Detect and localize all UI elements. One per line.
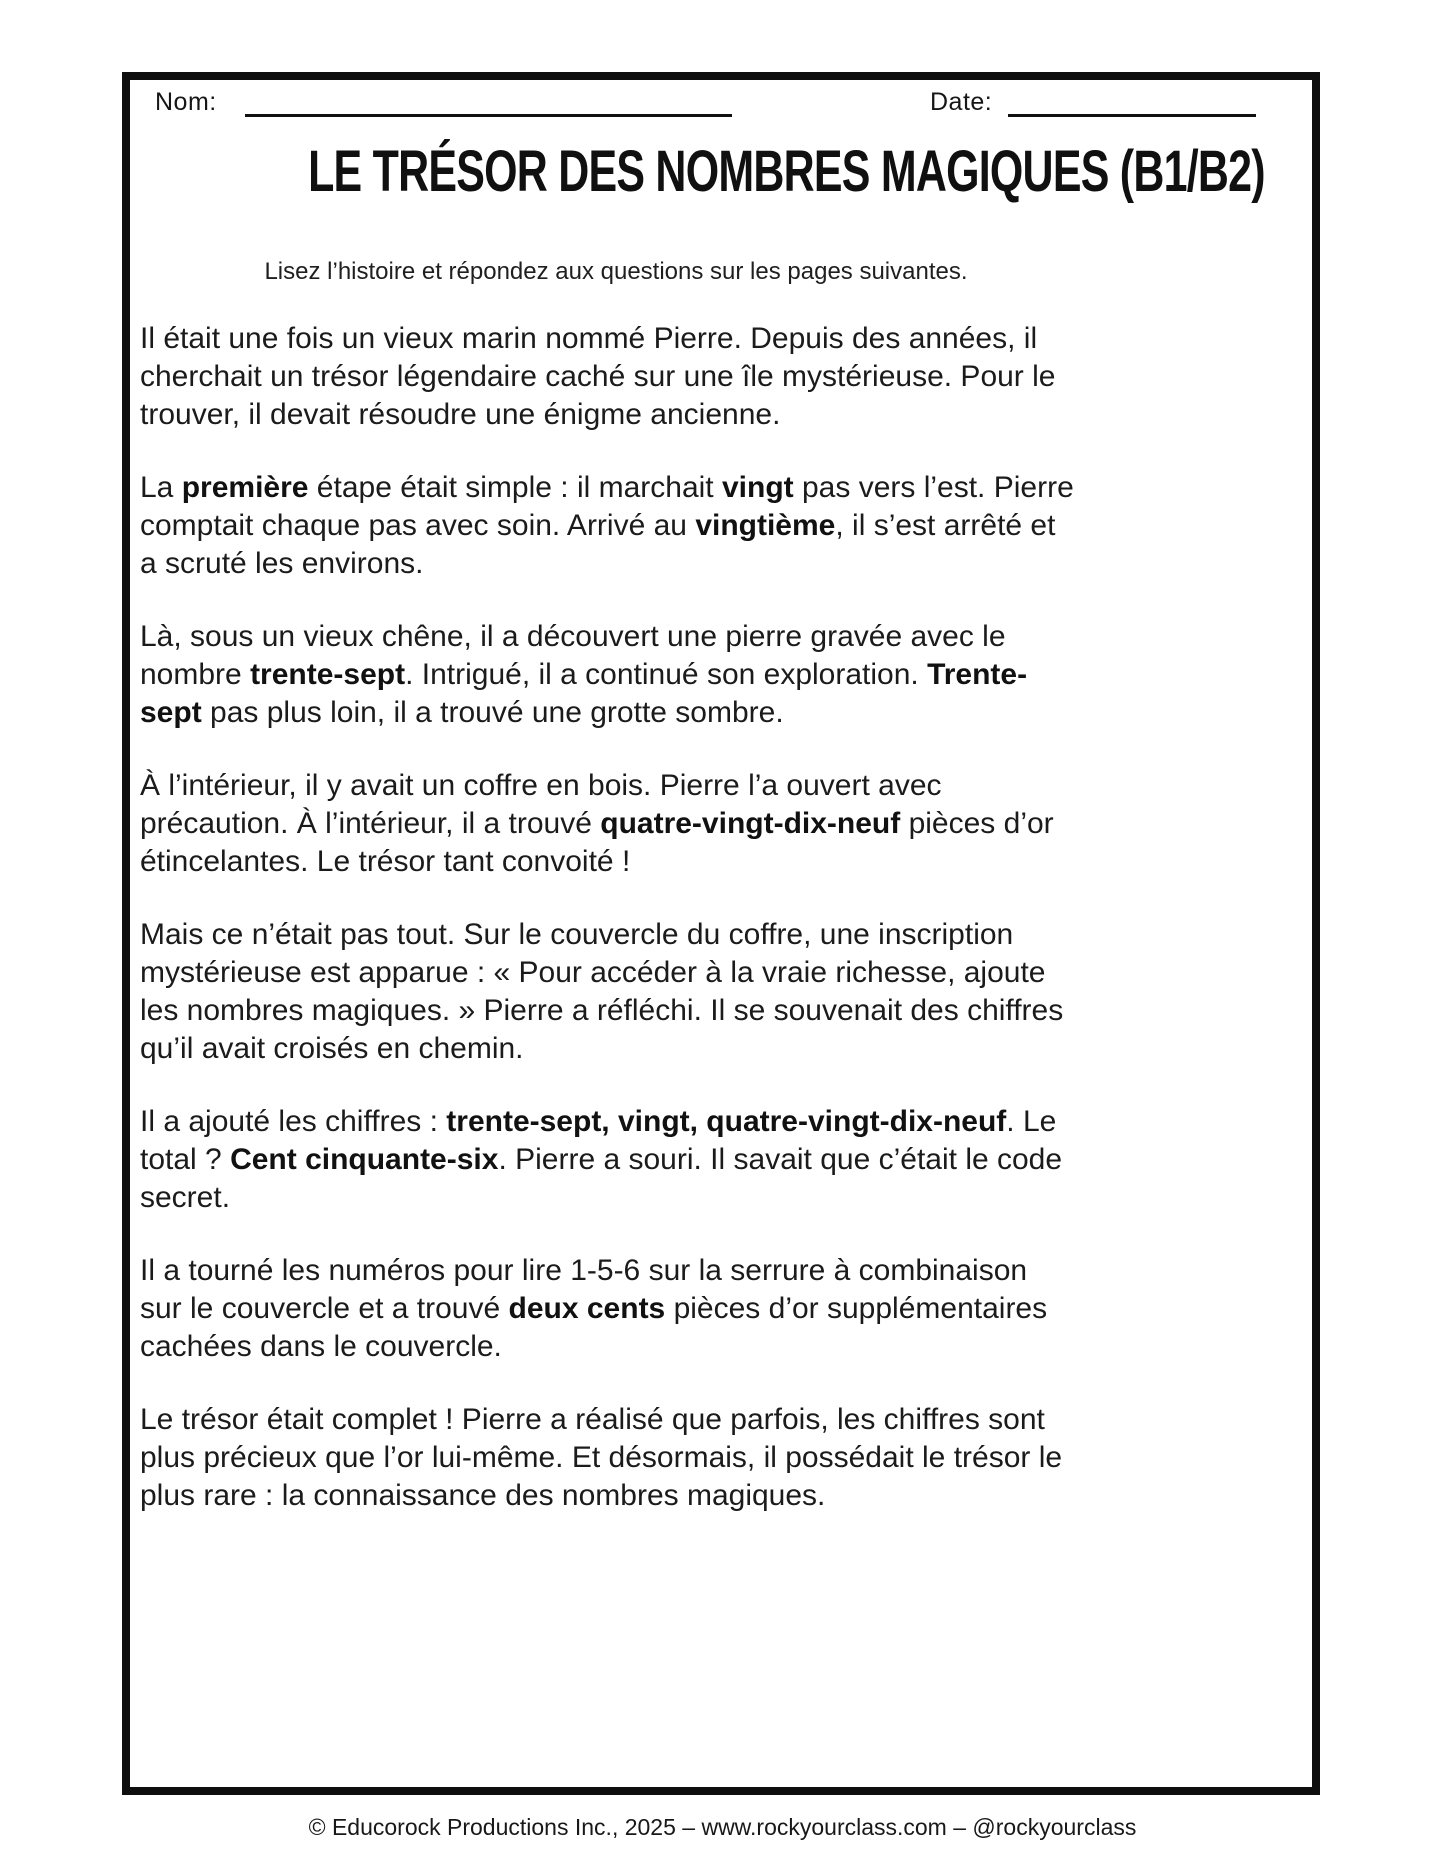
story-text: pas plus loin, il a trouvé une grotte sombre. [201, 696, 784, 729]
story [140, 320, 1075, 1550]
story-text: . Pierre a souri. Il savait que c’était le code secret. [140, 1143, 1063, 1214]
story-paragraph [140, 1401, 1075, 1515]
worksheet-title-wrap [140, 138, 1265, 205]
name-blank-line [245, 114, 732, 117]
story-bold-text: première [181, 471, 309, 504]
story-bold-text: Cent cinquante-six [230, 1143, 499, 1176]
story-text: La [140, 471, 182, 504]
story-paragraph [140, 618, 1075, 732]
story-text: pièces d’or supplémentaires cachées dans le couvercle. [140, 1292, 1048, 1363]
story-text: . Le total ? [140, 1105, 1057, 1176]
story-paragraph [140, 767, 1075, 881]
story-text: À l’intérieur, il y avait un coffre en bois. Pierre l’a ouvert avec précaution. À l’intérieur, il a trouvé [140, 769, 942, 840]
story-text: pièces d’or étincelantes. Le trésor tant convoité ! [140, 807, 1054, 878]
story-bold-text: vingtième [695, 509, 836, 542]
story-bold-text: quatre-vingt-dix-neuf [600, 807, 901, 840]
worksheet-instructions: Lisez l’histoire et répondez aux questions sur les pages suivantes. [264, 258, 968, 285]
story-paragraph [140, 320, 1075, 434]
story-bold-text: vingt [721, 471, 794, 504]
story-bold-text: Trente-sept [140, 658, 1028, 729]
story-bold-text: trente-sept, vingt, quatre-vingt-dix-neuf [446, 1105, 1007, 1138]
story-paragraph [140, 469, 1075, 583]
story-paragraph [140, 1252, 1075, 1366]
story-text: Le trésor était complet ! Pierre a réalisé que parfois, les chiffres sont plus précieux que l’or lui-même. Et désormais, il possédait le trésor le plus rare : la connaissance des nombres magiques. [140, 1403, 1063, 1512]
story-paragraph [140, 1103, 1075, 1217]
story-text: pas vers l’est. Pierre comptait chaque pas avec soin. Arrivé au [140, 471, 1074, 542]
story-text: Il était une fois un vieux marin nommé Pierre. Depuis des années, il cherchait un trésor légendaire caché sur une île mystérieuse. Pour le trouver, il devait résoudre une énigme ancienne. [140, 322, 1056, 431]
story-text: Mais ce n’était pas tout. Sur le couvercle du coffre, une inscription mystérieuse est apparue : « Pour accéder à la vraie richesse, ajoute les nombres magiques. » Pierre a réfléchi. Il se souvenait des chiffres qu’il avait croisés en chemin. [140, 918, 1064, 1065]
copyright-footer: © Educorock Productions Inc., 2025 – www.rockyourclass.com – @rockyourclass [308, 1814, 1137, 1840]
name-field-label: Nom: [155, 88, 217, 116]
worksheet-title: LE TRÉSOR DES NOMBRES MAGIQUES (B1/B2) [308, 139, 1265, 204]
story-bold-text: trente-sept [250, 658, 406, 691]
story-text: , il s’est arrêté et a scruté les environs. [140, 509, 1056, 580]
story-text: . Intrigué, il a continué son exploration. [405, 658, 928, 691]
story-text: Il a ajouté les chiffres : [140, 1105, 447, 1138]
date-field-label: Date: [930, 88, 993, 116]
date-blank-line [1008, 114, 1256, 117]
story-text: Il a tourné les numéros pour lire 1-5-6 sur la serrure à combinaison sur le couvercle et a trouvé [140, 1254, 1028, 1325]
story-text: étape était simple : il marchait [308, 471, 722, 504]
story-paragraph [140, 916, 1075, 1068]
story-bold-text: deux cents [508, 1292, 666, 1325]
story-text: Là, sous un vieux chêne, il a découvert une pierre gravée avec le nombre [140, 620, 1006, 691]
